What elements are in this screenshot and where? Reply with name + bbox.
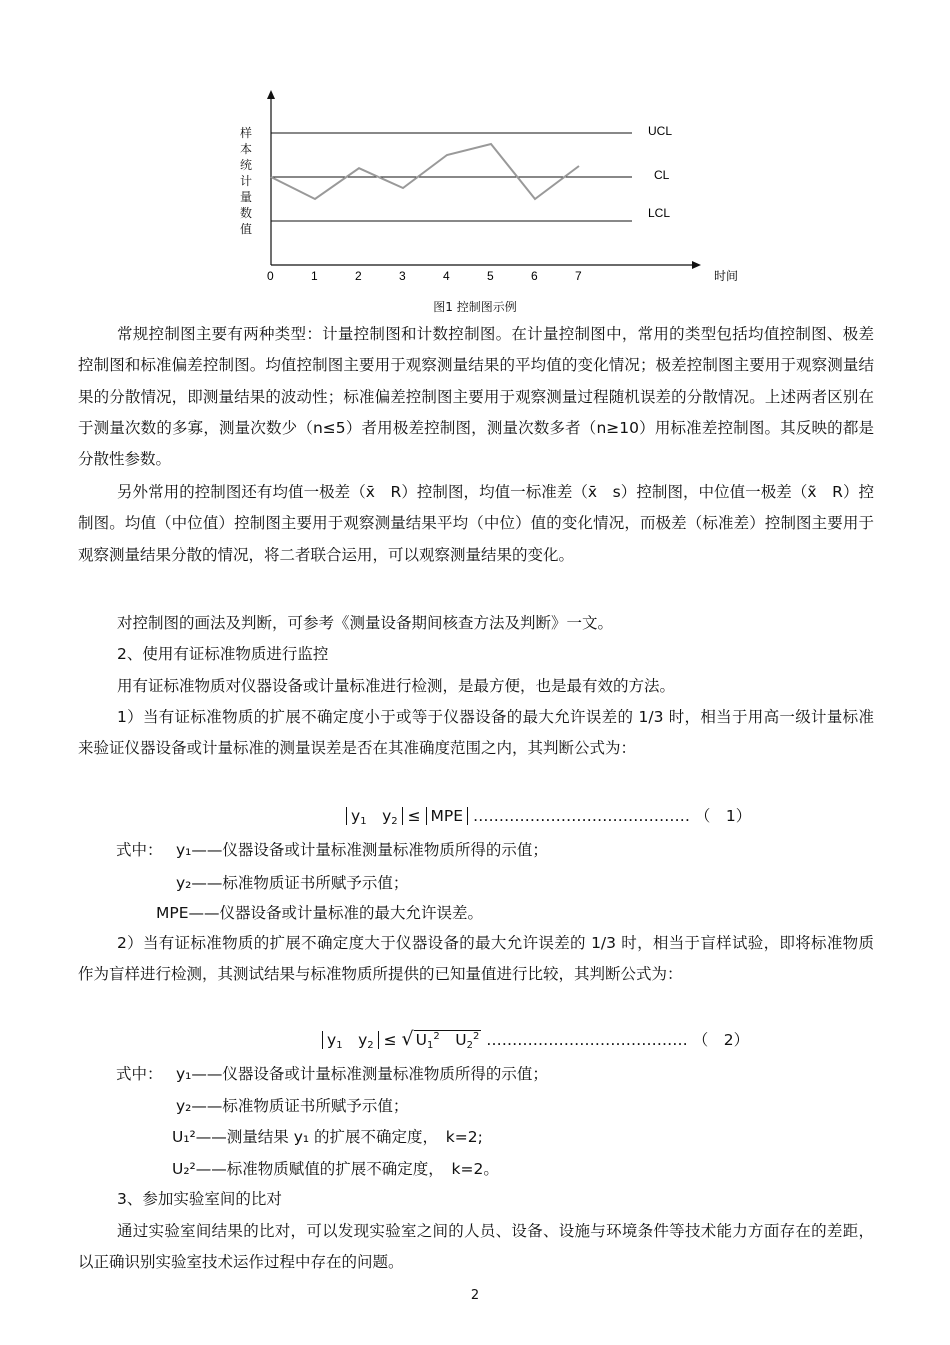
ucl-label: UCL xyxy=(648,124,673,138)
y-axis-arrow xyxy=(267,90,275,99)
heading-section-3: 3、参加实验室间的比对 xyxy=(117,1190,282,1208)
formula-2-u2-sub: 2 xyxy=(466,1040,473,1051)
formula-2-abs xyxy=(322,1031,379,1049)
lcl-label: LCL xyxy=(648,206,671,220)
formula-2-radicand xyxy=(414,1030,482,1049)
control-chart xyxy=(230,85,750,295)
x-tick-label: 3 xyxy=(399,269,406,283)
formula-2-le: ≤ xyxy=(383,1031,397,1049)
defs2-y2: y₂——标准物质证书所赋予示值； xyxy=(176,1097,409,1115)
x-tick-label: 4 xyxy=(443,269,450,283)
paragraph-crm-method: 用有证标准物质对仪器设备或计量标准进行检测，是最方便，也是最有效的方法。 xyxy=(117,677,676,695)
formula-2-u1: U xyxy=(415,1031,427,1049)
paragraph-control-types: 常规控制图主要有两种类型：计量控制图和计数控制图。在计量控制图中，常用的类型包括均值控制图、极差控制图和标准偏差控制图。均值控制图主要用于观察测量结果的平均值的变化情况；极差控制图主要用于观察测量结果的分散情况，即测量结果的波动性；标准偏差控制图主要用于观察测量过程随机误差的分散情况。上述两者区别在于测量次数的多寡，测量次数少（n≤5）者用极差控制图，测量次数多者（n≥10）用标准差控制图。其反映的都是分散性参数。 xyxy=(78,325,874,469)
defs1-lead: 式中： xyxy=(116,841,163,859)
paragraph-reference: 对控制图的画法及判断，可参考《测量设备期间核查方法及判断》一文。 xyxy=(117,614,614,632)
cl-label: CL xyxy=(654,168,670,182)
formula-2-u2-sup: 2 xyxy=(472,1031,480,1042)
x-tick-labels xyxy=(267,269,582,283)
formula-1-y1-sub: 1 xyxy=(360,816,367,827)
formula-2-y2: y xyxy=(358,1031,368,1049)
formula-2-y1: y xyxy=(327,1031,337,1049)
x-tick-label: 5 xyxy=(487,269,494,283)
formula-2-sqrt: √ xyxy=(401,1028,414,1050)
formula-1-y1: y xyxy=(351,807,361,825)
page-number: 2 xyxy=(470,1288,480,1303)
x-axis-label: 时间 xyxy=(714,269,739,283)
defs2-u1: U₁²——测量结果 y₁ 的扩展不确定度， k=2; xyxy=(172,1128,483,1146)
formula-1-le: ≤ xyxy=(407,807,421,825)
defs2-u2: U₂²——标准物质赋值的扩展不确定度， k=2。 xyxy=(172,1160,499,1178)
formula-1-y2: y xyxy=(382,807,392,825)
formula-2-y1-sub: 1 xyxy=(336,1040,343,1051)
formula-2-dots: ………………………………… xyxy=(486,1031,688,1049)
x-tick-label: 6 xyxy=(531,269,538,283)
formula-2 xyxy=(322,1028,749,1051)
x-axis-arrow xyxy=(692,261,701,269)
formula-1-abs xyxy=(346,807,403,825)
formula-2-number: （ 2） xyxy=(692,1031,750,1049)
x-tick-label: 7 xyxy=(575,269,582,283)
x-tick-label: 1 xyxy=(311,269,318,283)
defs2-lead: 式中： xyxy=(116,1065,163,1083)
defs2-y1: y₁——仪器设备或计量标准测量标准物质所得的示值； xyxy=(176,1065,548,1083)
formula-2-u1-sup: 2 xyxy=(433,1031,440,1042)
y-axis-label: 样本统计量数值 xyxy=(239,126,252,236)
x-tick-label: 0 xyxy=(267,269,274,283)
formula-1-dots: …………………………………… xyxy=(472,807,690,825)
paragraph-combined-charts: 另外常用的控制图还有均值一极差（x̄ R）控制图，均值一标准差（x̄ s）控制图，中位值一极差（x̃ R）控制图。均值（中位值）控制图主要用于观察测量结果平均（中位）值的变化情况，而极差（标准差）控制图主要用于观察测量结果分散的情况，将二者联合运用，可以观察测量结果的变化。 xyxy=(78,483,874,564)
formula-1-mpe: MPE xyxy=(426,807,469,825)
paragraph-interlab: 通过实验室间结果的比对，可以发现实验室之间的人员、设备、设施与环境条件等技术能力方面存在的差距，以正确识别实验室技术运作过程中存在的问题。 xyxy=(78,1222,874,1272)
x-tick-label: 2 xyxy=(355,269,362,283)
heading-section-2: 2、使用有证标准物质进行监控 xyxy=(117,645,329,663)
defs1-y1: y₁——仪器设备或计量标准测量标准物质所得的示值； xyxy=(176,841,548,859)
formula-1 xyxy=(346,804,751,827)
formula-2-y2-sub: 2 xyxy=(367,1040,374,1051)
defs1-y2: y₂——标准物质证书所赋予示值； xyxy=(176,874,409,892)
formula-2-u2: U xyxy=(455,1031,467,1049)
formula-1-number: （ 1） xyxy=(694,807,752,825)
paragraph-case-1: 1）当有证标准物质的扩展不确定度小于或等于仪器设备的最大允许误差的 1/3 时，相当于用高一级计量标准来验证仪器设备或计量标准的测量误差是否在其准确度范围之内，其判断公式为： xyxy=(78,708,874,758)
figure-caption: 图1 控制图示例 xyxy=(433,300,517,314)
formula-1-y2-sub: 2 xyxy=(391,816,398,827)
defs1-mpe: MPE——仪器设备或计量标准的最大允许误差。 xyxy=(156,904,484,922)
paragraph-case-2: 2）当有证标准物质的扩展不确定度大于仪器设备的最大允许误差的 1/3 时，相当于盲样试验，即将标准物质作为盲样进行检测，其测试结果与标准物质所提供的已知量值进行比较，其判断公式为： xyxy=(78,934,874,984)
formula-2-u1-sub: 1 xyxy=(426,1040,434,1051)
data-series-line xyxy=(271,144,579,199)
